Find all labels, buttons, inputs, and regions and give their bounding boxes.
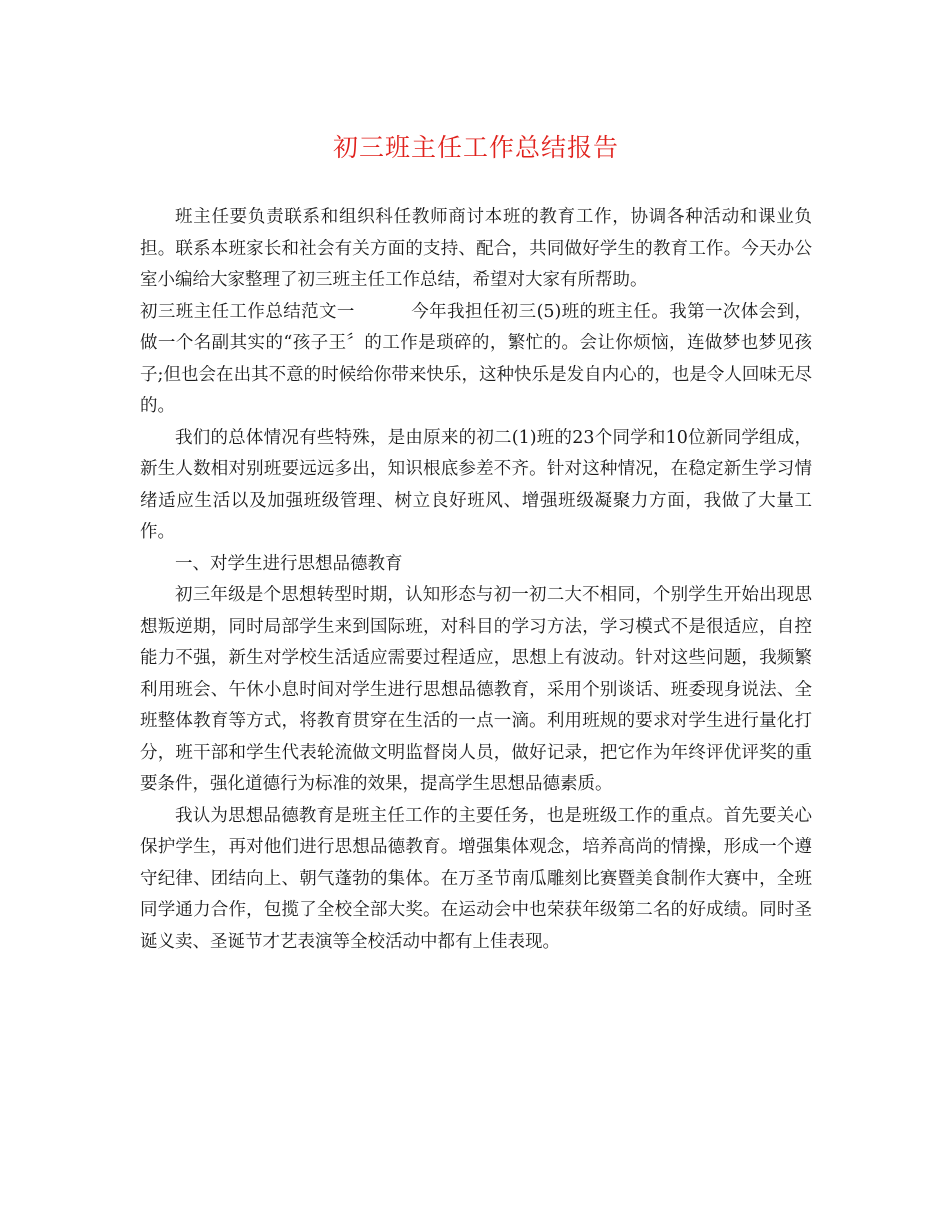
sample-heading: 初三班主任工作总结范文一 (140, 301, 355, 322)
situation-paragraph: 我们的总体情况有些特殊，是由原来的初二(1)班的23个同学和10位新同学组成，新生人数相对别班要远远多出，知识根底参差不齐。针对这种情况，在稳定新生学习情绪适应生活以及加强班级管理、树立良好班风、增强班级凝聚力方面，我做了大量工作。 (140, 427, 812, 542)
grade-paragraph: 初三年级是个思想转型时期，认知形态与初一初二大不相同，个别学生开始出现思想叛逆期，同时局部学生来到国际班，对科目的学习方法，学习模式不是很适应，自控能力不强，新生对学校生活适应需要过程适应，思想上有波动。针对这些问题，我频繁利用班会、午休小息时间对学生进行思想品德教育，采用个别谈话、班委现身说法、全班整体教育等方式，将教育贯穿在生活的一点一滴。利用班规的要求对学生进行量化打分，班干部和学生代表轮流做文明监督岗人员，做好记录，把它作为年终评优评奖的重要条件，强化道德行为标准的效果，提高学生思想品德素质。 (140, 585, 812, 794)
section-one-heading: 一、对学生进行思想品德教育 (175, 553, 403, 574)
document-body (140, 202, 812, 958)
sample-paragraph (140, 297, 812, 423)
sample-first-text: 今年我担任初三(5)班的班主任。我第一次体会到，做一个名副其实的“孩子王〞的工作是琐碎的，繁忙的。会让你烦恼，连做梦也梦见孩子;但也会在出其不意的时候给你带来快乐，这种快乐是发自内心的，也是令人回味无尽的。 (140, 301, 812, 416)
intro-paragraph: 班主任要负责联系和组织科任教师商讨本班的教育工作，协调各种活动和课业负担。联系本班家长和社会有关方面的支持、配合，共同做好学生的教育工作。今天办公室小编给大家整理了初三班主任工作总结，希望对大家有所帮助。 (140, 207, 812, 290)
document-title: 初三班主任工作总结报告 (332, 133, 619, 162)
focus-paragraph: 我认为思想品德教育是班主任工作的主要任务，也是班级工作的重点。首先要关心保护学生，再对他们进行思想品德教育。增强集体观念，培养高尚的情操，形成一个遵守纪律、团结向上、朝气蓬勃的集体。在万圣节南瓜雕刻比赛暨美食制作大赛中，全班同学通力合作，包揽了全校全部大奖。在运动会中也荣获年级第二名的好成绩。同时圣诞义卖、圣诞节才艺表演等全校活动中都有上佳表现。 (140, 805, 812, 952)
